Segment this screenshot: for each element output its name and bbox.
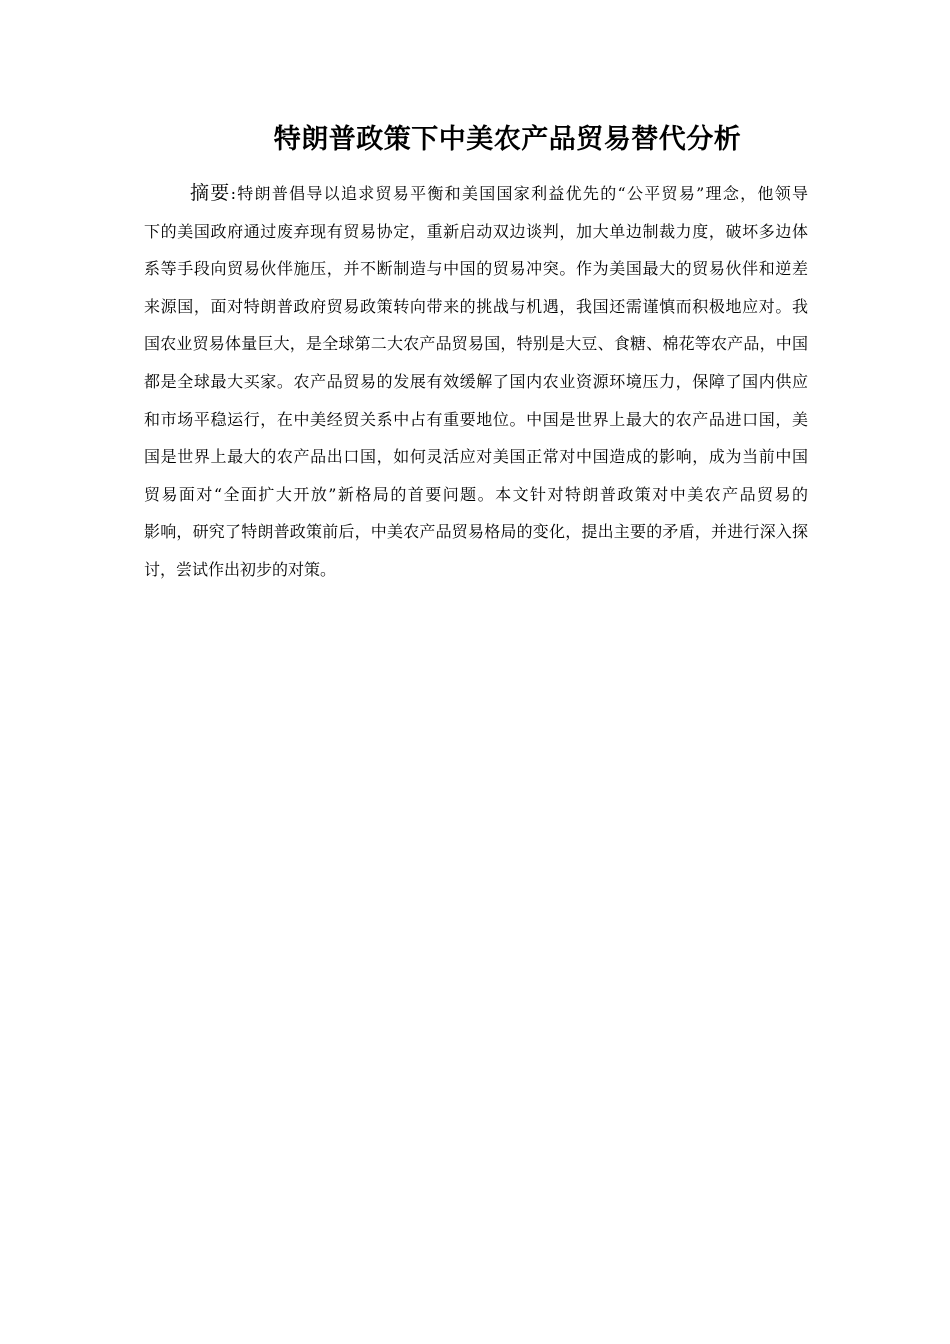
abstract-line: 影响，研究了特朗普政策前后，中美农产品贸易格局的变化，提出主要的矛盾，并进行深入探 [144,522,808,542]
abstract-line: 和市场平稳运行，在中美经贸关系中占有重要地位。中国是世界上最大的农产品进口国，美 [144,409,808,429]
abstract-line: 系等手段向贸易伙伴施压，并不断制造与中国的贸易冲突。作为美国最大的贸易伙伴和逆差 [144,259,808,279]
abstract-line: 都是全球最大买家。农产品贸易的发展有效缓解了国内农业资源环境压力，保障了国内供应 [144,371,808,391]
abstract-line: 国农业贸易体量巨大，是全球第二大农产品贸易国，特别是大豆、食糖、棉花等农产品，中国 [144,334,808,354]
abstract-line: 讨，尝试作出初步的对策。 [144,559,337,579]
abstract-line [144,175,808,213]
abstract-line: 来源国，面对特朗普政府贸易政策转向带来的挑战与机遇，我国还需谨慎而积极地应对。我 [144,296,808,316]
abstract-line: 国是世界上最大的农产品出口国，如何灵活应对美国正常对中国造成的影响，成为当前中国 [144,447,808,467]
abstract-label: 摘要 [190,182,231,204]
document-title: 特朗普政策下中美农产品贸易替代分析 [273,124,742,155]
abstract-line: 贸易面对“全面扩大开放”新格局的首要问题。本文针对特朗普政策对中美农产品贸易的 [144,484,808,504]
abstract-paragraph [144,175,808,589]
abstract-line: 下的美国政府通过废弃现有贸易协定，重新启动双边谈判，加大单边制裁力度，破坏多边体 [144,221,808,241]
abstract-text: :特朗普倡导以追求贸易平衡和美国国家利益优先的“公平贸易”理念，他领导 [230,184,808,203]
